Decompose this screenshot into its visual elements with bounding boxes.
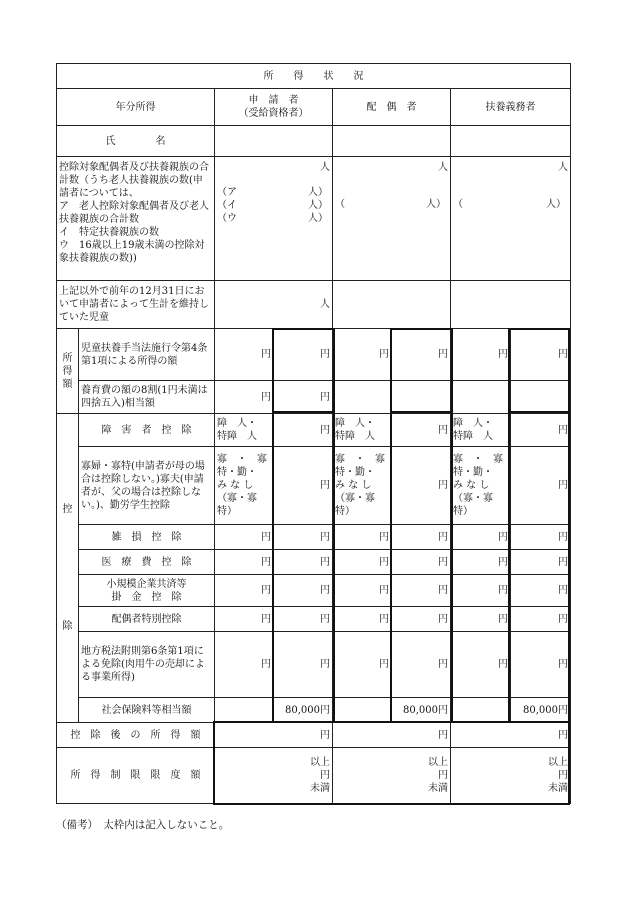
spouse-smallbiz-input[interactable]: 円 (333, 575, 392, 607)
supporter-name-cell[interactable] (451, 126, 571, 157)
supporter-local-tax-office: 円 (511, 632, 571, 698)
form-title: 所 得 状 況 (57, 64, 571, 89)
spouse-disability-office: 円 (392, 414, 451, 447)
unit-person: 人 (320, 162, 330, 173)
applicant-spouse-special-input[interactable]: 円 (215, 607, 274, 632)
paren-close: 人） (426, 199, 446, 210)
spouse-limit: 以上 円 未満 (333, 748, 451, 804)
social-insurance-label: 社会保険料等相当額 (79, 698, 215, 723)
applicant-casualty-input[interactable]: 円 (215, 525, 274, 550)
spouse-widow-office: 円 (392, 447, 451, 525)
spouse-casualty-office: 円 (392, 525, 451, 550)
spouse-children-empty (333, 281, 451, 329)
supporter-dependents-cell[interactable] (451, 157, 571, 281)
unit-person: 人 (438, 162, 448, 173)
children-label: 上記以外で前年の12月31日において申請者によって生計を維持していた児童 (57, 281, 215, 329)
supporter-smallbiz-office: 円 (511, 575, 571, 607)
spouse-social-amount: 80,000円 (392, 698, 451, 723)
supporter-spouse-special-office: 円 (511, 607, 571, 632)
supporter-social-empty (451, 698, 511, 723)
spouse-support-empty (333, 381, 392, 414)
income-group-label: 所 得 額 (57, 329, 79, 414)
applicant-disability-office: 円 (274, 414, 333, 447)
supporter-widow-sub[interactable]: 寡 ・ 寡 特・勤・ み な し （寡・寡 特） (451, 447, 511, 525)
applicant-widow-sub[interactable]: 寡 ・ 寡 特・勤・ み な し （寡・寡 特） (215, 447, 274, 525)
spouse-spouse-special-input[interactable]: 円 (333, 607, 392, 632)
applicant-local-tax-input[interactable]: 円 (215, 632, 274, 698)
supporter-local-tax-input[interactable]: 円 (451, 632, 511, 698)
applicant-social-empty (215, 698, 274, 723)
spouse-local-tax-input[interactable]: 円 (333, 632, 392, 698)
unit-person: 人 (558, 162, 568, 173)
supporter-support-empty (451, 381, 511, 414)
child-support-label: 養育費の額の8割(1円未満は四捨五入)相当額 (79, 381, 215, 414)
applicant-spouse-special-office: 円 (274, 607, 333, 632)
supporter-casualty-input[interactable]: 円 (451, 525, 511, 550)
applicant-after-deduction: 円 (215, 723, 333, 748)
spouse-disability-sub[interactable]: 障 人・ 特障 人 (333, 414, 392, 447)
applicant-name-cell[interactable] (215, 126, 333, 157)
spouse-widow-sub[interactable]: 寡 ・ 寡 特・勤・ み な し （寡・寡 特） (333, 447, 392, 525)
sub-i-unit: 人） (308, 200, 328, 211)
spouse-medical-office: 円 (392, 550, 451, 575)
spouse-income-office: 円 (392, 329, 451, 381)
paren-open: （ (335, 199, 345, 210)
supporter-medical-input[interactable]: 円 (451, 550, 511, 575)
sub-a-label: （ア (217, 187, 237, 198)
spouse-income-input[interactable]: 円 (333, 329, 392, 381)
supporter-smallbiz-input[interactable]: 円 (451, 575, 511, 607)
supporter-after-deduction: 円 (451, 723, 571, 748)
paren-close: 人） (546, 199, 566, 210)
spouse-dependents-cell[interactable] (333, 157, 451, 281)
spouse-medical-input[interactable]: 円 (333, 550, 392, 575)
sub-u-unit: 人） (308, 213, 328, 224)
supporter-spouse-special-input[interactable]: 円 (451, 607, 511, 632)
spouse-after-deduction: 円 (333, 723, 451, 748)
unit-person: 人 (320, 299, 330, 310)
year-income-header: 年分所得 (57, 89, 215, 126)
form-sheet (56, 63, 570, 804)
spouse-name-cell[interactable] (333, 126, 451, 157)
supporter-disability-office: 円 (511, 414, 571, 447)
supporter-medical-office: 円 (511, 550, 571, 575)
spouse-support-empty (392, 381, 451, 414)
spouse-smallbiz-office: 円 (392, 575, 451, 607)
paren-open: （ (453, 199, 463, 210)
local-tax-exemption-label: 地方税法附則第6条第1項による免除(肉用牛の売却による事業所得) (79, 632, 215, 698)
supporter-disability-sub[interactable]: 障 人・ 特障 人 (451, 414, 511, 447)
sub-u-label: （ウ (217, 213, 237, 224)
after-deduction-label: 控 除 後 の 所 得 額 (57, 723, 215, 748)
name-label: 氏 名 (57, 126, 215, 157)
income-amount-label: 児童扶養手当法施行令第4条第1項による所得の額 (79, 329, 215, 381)
applicant-smallbiz-input[interactable]: 円 (215, 575, 274, 607)
applicant-widow-office: 円 (274, 447, 333, 525)
supporter-widow-office: 円 (511, 447, 571, 525)
applicant-smallbiz-office: 円 (274, 575, 333, 607)
disability-deduction-label: 障 害 者 控 除 (79, 414, 215, 447)
applicant-disability-sub[interactable]: 障 人・ 特障 人 (215, 414, 274, 447)
widow-deduction-label: 寡婦・寡特(申請者が母の場合は控除しない。)寡夫(申請者が、父の場合は控除しない。)、勤労学生控除 (79, 447, 215, 525)
applicant-medical-office: 円 (274, 550, 333, 575)
supporter-social-amount: 80,000円 (511, 698, 571, 723)
spouse-casualty-input[interactable]: 円 (333, 525, 392, 550)
supporter-limit: 以上 円 未満 (451, 748, 571, 804)
applicant-medical-input[interactable]: 円 (215, 550, 274, 575)
applicant-header: 申 請 者 （受給資格者） (215, 89, 333, 126)
casualty-deduction-label: 雑 損 控 除 (79, 525, 215, 550)
income-limit-label: 所 得 制 限 限 度 額 (57, 748, 215, 804)
applicant-support-office: 円 (274, 381, 333, 414)
applicant-children-cell[interactable] (215, 281, 333, 329)
spouse-local-tax-office: 円 (392, 632, 451, 698)
applicant-income-input[interactable]: 円 (215, 329, 274, 381)
spouse-header: 配 偶 者 (333, 89, 451, 126)
applicant-casualty-office: 円 (274, 525, 333, 550)
applicant-income-office: 円 (274, 329, 333, 381)
supporter-children-empty (451, 281, 571, 329)
sub-a-unit: 人） (308, 187, 328, 198)
spouse-special-deduction-label: 配偶者特別控除 (79, 607, 215, 632)
supporter-header: 扶養義務者 (451, 89, 571, 126)
supporter-casualty-office: 円 (511, 525, 571, 550)
supporter-income-input[interactable]: 円 (451, 329, 511, 381)
sub-i-label: （イ (217, 200, 237, 211)
applicant-social-amount: 80,000円 (274, 698, 333, 723)
medical-deduction-label: 医 療 費 控 除 (79, 550, 215, 575)
dependents-label: 控除対象配偶者及び扶養親族の合計数（うち老人扶養親族の数(申請者については、 ア 老人控除対象配偶者及び老人扶養親族の合計数 イ 特定扶養親族の数 ウ 16歳以上19歳未満の控除対象扶養親族の数)) (57, 157, 215, 281)
applicant-dependents-cell[interactable] (215, 157, 333, 281)
spouse-spouse-special-office: 円 (392, 607, 451, 632)
applicant-limit: 以上 円 未満 (215, 748, 333, 804)
deduction-group-label: 控 除 (57, 414, 79, 723)
income-table (56, 63, 571, 804)
supporter-income-office: 円 (511, 329, 571, 381)
spouse-social-empty (333, 698, 392, 723)
applicant-local-tax-office: 円 (274, 632, 333, 698)
remarks-note: （備考） 太枠内は記入しないこと。 (56, 819, 230, 831)
supporter-support-empty (511, 381, 571, 414)
applicant-support-input[interactable]: 円 (215, 381, 274, 414)
small-biz-deduction-label: 小規模企業共済等 掛 金 控 除 (79, 575, 215, 607)
